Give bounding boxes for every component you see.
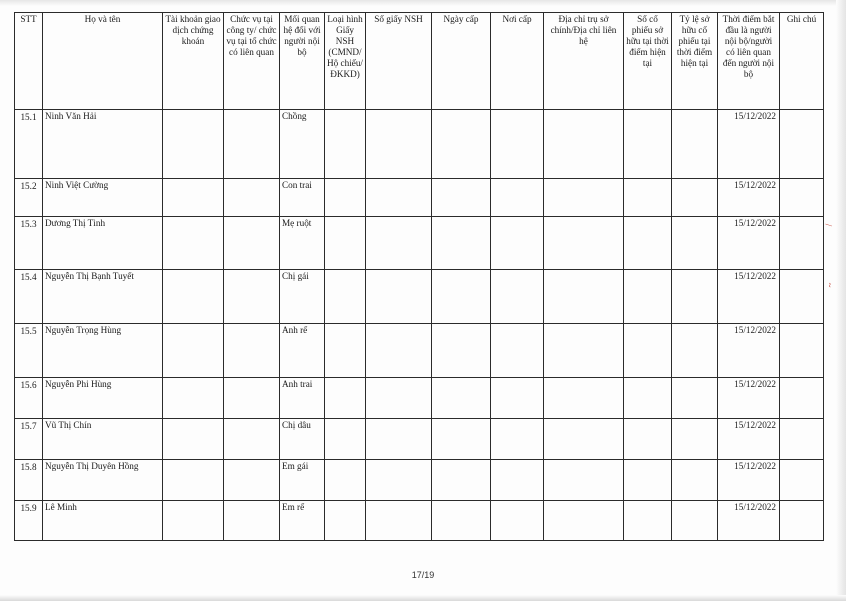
cell-date: 15/12/2022 [718, 419, 780, 460]
cell-name: Ninh Việt Cường [43, 179, 163, 217]
cell-empty [544, 324, 624, 378]
cell-empty [544, 217, 624, 270]
cell-empty [224, 501, 280, 541]
cell-empty [544, 110, 624, 179]
cell-empty [432, 179, 491, 217]
header-address: Địa chỉ trụ sở chính/Địa chỉ liên hệ [544, 13, 624, 110]
cell-empty [672, 460, 718, 501]
cell-name: Nguyễn Thị Duyên Hồng [43, 460, 163, 501]
cell-empty [163, 270, 224, 324]
cell-empty [325, 501, 366, 541]
cell-empty [672, 270, 718, 324]
cell-date: 15/12/2022 [718, 378, 780, 419]
cell-stt: 15.7 [15, 419, 43, 460]
cell-date: 15/12/2022 [718, 270, 780, 324]
cell-empty [224, 419, 280, 460]
cell-empty [325, 419, 366, 460]
cell-empty [624, 110, 672, 179]
cell-empty [325, 217, 366, 270]
cell-empty [163, 460, 224, 501]
cell-empty [624, 419, 672, 460]
cell-empty [491, 110, 544, 179]
cell-name: Nguyễn Phi Hùng [43, 378, 163, 419]
cell-empty [224, 270, 280, 324]
cell-empty [325, 324, 366, 378]
cell-relation: Em rể [280, 501, 325, 541]
cell-relation: Con trai [280, 179, 325, 217]
cell-empty [432, 501, 491, 541]
cell-relation: Chồng [280, 110, 325, 179]
cell-name: Lê Minh [43, 501, 163, 541]
cell-empty [491, 324, 544, 378]
cell-name: Nguyễn Thị Bạnh Tuyết [43, 270, 163, 324]
header-shares-owned: Số cổ phiếu sở hữu tại thời điểm hiện tại [624, 13, 672, 110]
cell-stt: 15.1 [15, 110, 43, 179]
cell-empty [780, 217, 824, 270]
cell-empty [491, 460, 544, 501]
cell-empty [325, 378, 366, 419]
cell-empty [780, 419, 824, 460]
red-ink-mark: ~ [824, 282, 835, 288]
cell-relation: Anh rể [280, 324, 325, 378]
cell-empty [780, 324, 824, 378]
header-relationship: Mối quan hệ đối với người nội bộ [280, 13, 325, 110]
cell-date: 15/12/2022 [718, 501, 780, 541]
cell-date: 15/12/2022 [718, 217, 780, 270]
cell-empty [163, 179, 224, 217]
header-full-name: Họ và tên [43, 13, 163, 110]
cell-empty [163, 110, 224, 179]
cell-relation: Anh trai [280, 378, 325, 419]
cell-empty [672, 501, 718, 541]
header-stt: STT [15, 13, 43, 110]
cell-empty [163, 378, 224, 419]
header-trading-account: Tài khoản giao dịch chứng khoán [163, 13, 224, 110]
cell-empty [163, 324, 224, 378]
header-issue-date: Ngày cấp [432, 13, 491, 110]
cell-empty [432, 324, 491, 378]
page-number: 17/19 [411, 570, 435, 580]
cell-empty [366, 419, 432, 460]
cell-stt: 15.3 [15, 217, 43, 270]
cell-empty [325, 110, 366, 179]
cell-date: 15/12/2022 [718, 324, 780, 378]
cell-empty [366, 460, 432, 501]
cell-stt: 15.4 [15, 270, 43, 324]
cell-empty [780, 460, 824, 501]
cell-date: 15/12/2022 [718, 110, 780, 179]
cell-relation: Chị gái [280, 270, 325, 324]
cell-empty [624, 501, 672, 541]
cell-stt: 15.5 [15, 324, 43, 378]
cell-empty [224, 217, 280, 270]
cell-stt: 15.8 [15, 460, 43, 501]
red-ink-mark: / [823, 223, 834, 227]
cell-empty [780, 270, 824, 324]
cell-empty [544, 179, 624, 217]
header-issue-place: Nơi cấp [491, 13, 544, 110]
cell-empty [491, 378, 544, 419]
cell-empty [780, 110, 824, 179]
cell-empty [432, 419, 491, 460]
cell-empty [432, 110, 491, 179]
cell-empty [780, 501, 824, 541]
cell-stt: 15.6 [15, 378, 43, 419]
cell-empty [780, 378, 824, 419]
table-row [15, 419, 824, 460]
table-row [15, 378, 824, 419]
cell-empty [163, 419, 224, 460]
cell-empty [325, 270, 366, 324]
cell-empty [544, 270, 624, 324]
cell-empty [491, 217, 544, 270]
cell-empty [366, 270, 432, 324]
cell-empty [624, 378, 672, 419]
cell-empty [624, 270, 672, 324]
cell-stt: 15.9 [15, 501, 43, 541]
cell-relation: Em gái [280, 460, 325, 501]
cell-empty [624, 460, 672, 501]
scan-top-edge [0, 0, 846, 6]
cell-empty [544, 419, 624, 460]
cell-empty [672, 110, 718, 179]
cell-empty [432, 217, 491, 270]
header-position: Chức vụ tại công ty/ chức vụ tại tổ chức có liên quan [224, 13, 280, 110]
table-row [15, 324, 824, 378]
cell-empty [224, 460, 280, 501]
cell-empty [224, 110, 280, 179]
cell-empty [491, 419, 544, 460]
header-ownership-ratio: Tỷ lệ sở hữu cổ phiếu tại thời điểm hiện tại [672, 13, 718, 110]
cell-empty [672, 217, 718, 270]
cell-empty [366, 501, 432, 541]
cell-empty [544, 460, 624, 501]
table-row [15, 110, 824, 179]
cell-empty [491, 179, 544, 217]
header-id-type: Loại hình Giấy NSH (CMND/ Hộ chiếu/ ĐKKD) [325, 13, 366, 110]
cell-empty [491, 501, 544, 541]
cell-empty [163, 217, 224, 270]
table-row [15, 217, 824, 270]
cell-empty [366, 324, 432, 378]
scan-right-edge [836, 0, 846, 601]
cell-empty [624, 179, 672, 217]
cell-empty [163, 501, 224, 541]
cell-empty [432, 378, 491, 419]
cell-empty [224, 179, 280, 217]
cell-empty [432, 460, 491, 501]
table-row [15, 179, 824, 217]
cell-empty [224, 324, 280, 378]
cell-date: 15/12/2022 [718, 460, 780, 501]
table-row [15, 270, 824, 324]
header-notes: Ghi chú [780, 13, 824, 110]
cell-relation: Mẹ ruột [280, 217, 325, 270]
cell-name: Dương Thị Tình [43, 217, 163, 270]
cell-empty [544, 378, 624, 419]
cell-name: Vũ Thị Chín [43, 419, 163, 460]
cell-empty [780, 179, 824, 217]
cell-empty [544, 501, 624, 541]
cell-empty [491, 270, 544, 324]
cell-empty [672, 378, 718, 419]
cell-empty [672, 179, 718, 217]
cell-empty [325, 460, 366, 501]
cell-empty [624, 217, 672, 270]
header-id-number: Số giấy NSH [366, 13, 432, 110]
cell-empty [432, 270, 491, 324]
header-start-date: Thời điểm bắt đầu là người nội bộ/người có liên quan đến người nội bộ [718, 13, 780, 110]
related-persons-table [14, 12, 824, 541]
cell-empty [366, 378, 432, 419]
cell-empty [366, 110, 432, 179]
cell-empty [224, 378, 280, 419]
table-row [15, 501, 824, 541]
cell-name: Ninh Văn Hải [43, 110, 163, 179]
cell-empty [366, 217, 432, 270]
cell-empty [624, 324, 672, 378]
cell-empty [325, 179, 366, 217]
scan-bottom-edge [0, 595, 846, 601]
cell-empty [672, 419, 718, 460]
cell-name: Nguyễn Trọng Hùng [43, 324, 163, 378]
cell-relation: Chị dâu [280, 419, 325, 460]
cell-empty [672, 324, 718, 378]
table-row [15, 460, 824, 501]
cell-stt: 15.2 [15, 179, 43, 217]
cell-empty [366, 179, 432, 217]
cell-date: 15/12/2022 [718, 179, 780, 217]
table-header-row [15, 13, 824, 110]
